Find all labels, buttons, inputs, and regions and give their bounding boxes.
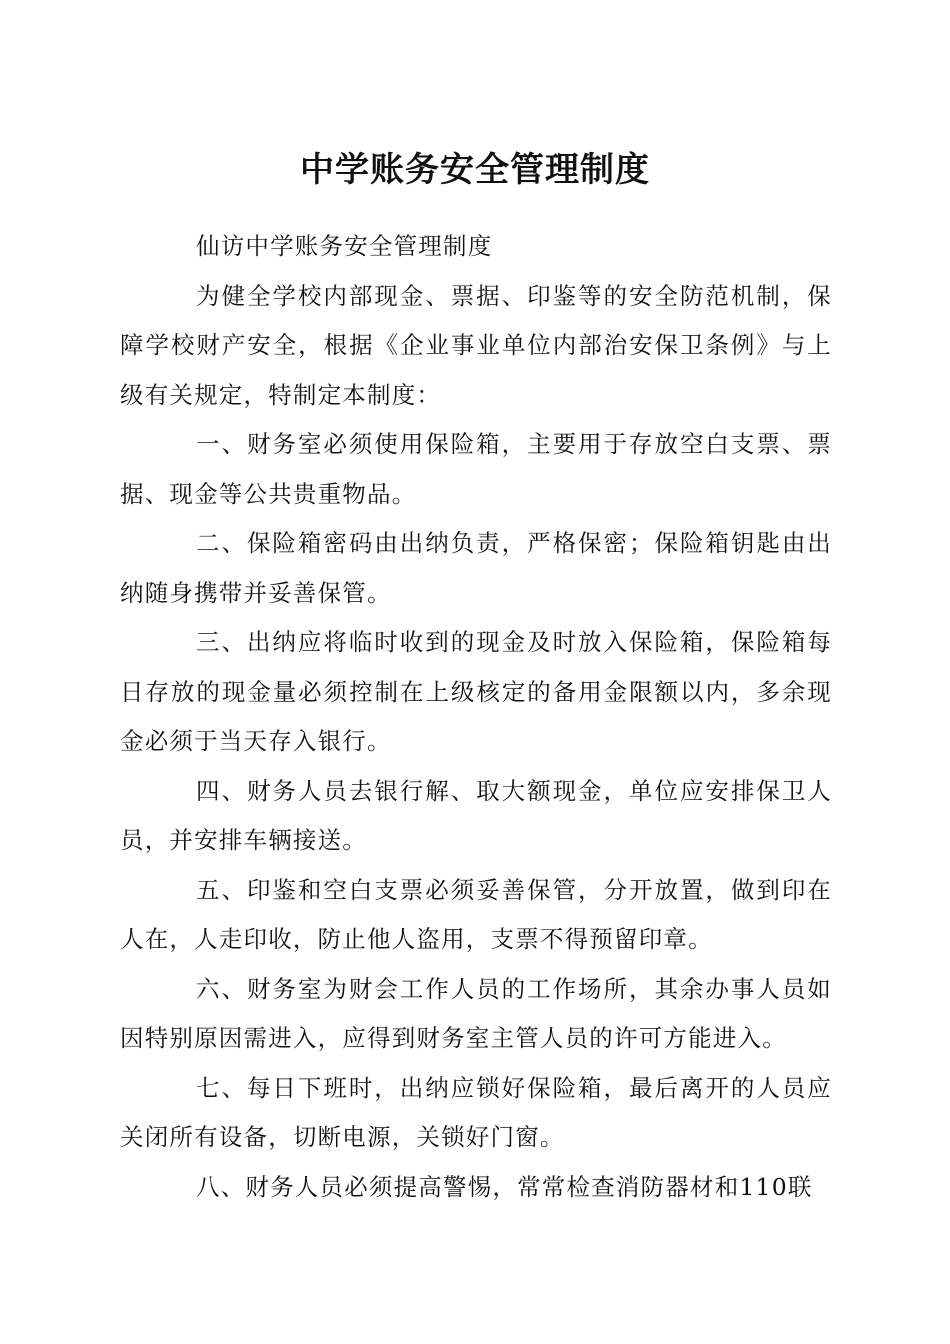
rule-paragraph-2: 二、保险箱密码由出纳负责，严格保密；保险箱钥匙由出纳随身携带并妥善保管。	[120, 529, 832, 607]
rule-paragraph-8: 八、财务人员必须提高警惕，常常检查消防器材和110联	[196, 1172, 813, 1201]
document-body	[120, 222, 832, 1212]
rule-paragraph-7: 七、每日下班时，出纳应锁好保险箱，最后离开的人员应关闭所有设备，切断电源，关锁好门窗。	[120, 1073, 832, 1151]
intro-paragraph: 为健全学校内部现金、票据、印鉴等的安全防范机制，保障学校财产安全，根据《企业事业单位内部治安保卫条例》与上级有关规定，特制定本制度：	[120, 281, 832, 409]
rule-paragraph-4: 四、财务人员去银行解、取大额现金，单位应安排保卫人员，并安排车辆接送。	[120, 776, 832, 854]
rule-paragraph-3: 三、出纳应将临时收到的现金及时放入保险箱，保险箱每日存放的现金量必须控制在上级核定的备用金限额以内，多余现金必须于当天存入银行。	[120, 628, 832, 755]
rule-paragraph-1: 一、财务室必须使用保险箱，主要用于存放空白支票、票据、现金等公共贵重物品。	[120, 430, 832, 508]
rule-paragraph-6: 六、财务室为财会工作人员的工作场所，其余办事人员如因特别原因需进入，应得到财务室主管人员的许可方能进入。	[120, 974, 832, 1052]
subtitle-paragraph: 仙访中学账务安全管理制度	[196, 232, 493, 260]
document-title: 中学账务安全管理制度	[300, 150, 650, 190]
rule-paragraph-5: 五、印鉴和空白支票必须妥善保管，分开放置，做到印在人在，人走印收，防止他人盗用，支票不得预留印章。	[120, 875, 832, 953]
